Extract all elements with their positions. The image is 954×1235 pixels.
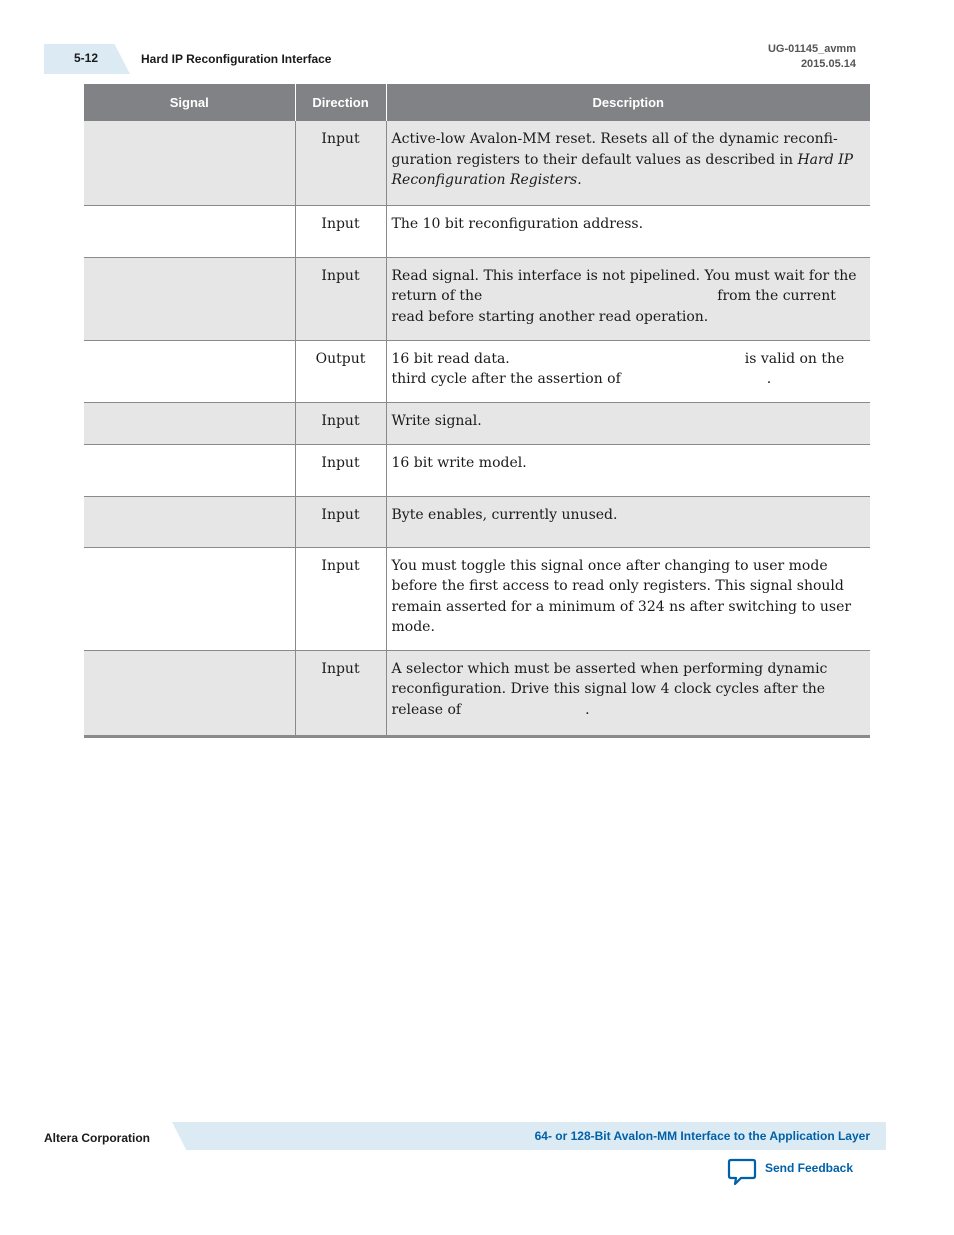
table-row [84,340,870,402]
description-text: The 10 bit reconfiguration address. [391,215,644,232]
table-row [84,205,870,257]
description-text: reconfiguration. Drive this signal low 4 clock cycles after the [391,681,825,697]
description-text: Read signal. This interface is not pipelined. You must wait for the [391,267,857,284]
description-cell [386,402,870,444]
description-text: . [577,172,582,188]
signal-cell [84,340,295,402]
signal-cell [84,547,295,650]
description-text: from the current [717,288,836,304]
description-line [392,349,865,370]
description-text: 16 bit read data. [391,350,510,367]
description-cell [386,340,870,402]
description-text: guration registers to their default values as described in [391,151,798,168]
company-name: Altera Corporation [44,1131,151,1145]
direction-cell: Input [295,205,386,257]
description-line [392,307,865,328]
signal-cell [84,121,295,205]
document-date: 2015.05.14 [800,58,856,70]
signal-cell [84,496,295,547]
direction-cell: Input [295,402,386,444]
description-cell [386,121,870,205]
speech-bubble-icon [727,1158,757,1186]
description-text: return of the [391,288,483,304]
description-text: . [766,371,772,387]
signal-cell [84,402,295,444]
description-line [392,369,865,390]
column-header-signal: Signal [84,84,295,121]
description-line [392,266,865,287]
description-line [392,129,865,150]
direction-cell: Input [295,121,386,205]
description-cell [386,257,870,340]
description-text: third cycle after the assertion of [391,371,621,387]
send-feedback-label: Send Feedback [765,1161,854,1175]
description-emphasis: Reconfiguration Registers [391,172,578,188]
table-row [84,257,870,340]
direction-cell: Input [295,547,386,650]
description-line [392,617,865,638]
description-line [392,411,865,432]
signal-cell [84,205,295,257]
section-title: Hard IP Reconfiguration Interface [141,52,332,66]
description-text: is valid on the [744,350,845,367]
signal-cell [84,444,295,496]
direction-cell: Input [295,257,386,340]
direction-cell: Input [295,496,386,547]
table-row [84,121,870,205]
description-text: You must toggle this signal once after changing to user mode [391,557,828,574]
table-row [84,547,870,650]
description-text: A selector which must be asserted when performing dynamic [391,660,828,677]
description-line [392,150,865,171]
description-line [392,576,865,597]
direction-cell: Output [295,340,386,402]
description-text: release of [391,701,462,718]
column-header-description: Description [386,84,870,121]
description-line [392,505,865,526]
table-row [84,402,870,444]
document-id: UG-01145_avmm [767,43,856,55]
description-line [392,679,865,700]
page-number: 5-12 [74,51,99,65]
description-cell [386,444,870,496]
description-text: Write signal. [391,412,482,429]
description-cell [386,496,870,547]
table-header-row [84,84,870,121]
description-cell [386,650,870,736]
signal-cell [84,257,295,340]
direction-cell: Input [295,650,386,736]
footer-document-title[interactable]: 64- or 128-Bit Avalon-MM Interface to the Application Layer [534,1129,870,1143]
table-row [84,650,870,736]
column-header-direction: Direction [295,84,386,121]
description-line [392,659,865,680]
description-text: before the first access to read only registers. This signal should [391,578,844,594]
signal-table [84,84,870,738]
description-text: . [585,701,590,718]
description-emphasis: Hard IP [797,151,854,168]
description-line [392,170,865,191]
description-text: 16 bit write model. [391,454,527,471]
table-row [84,444,870,496]
description-line [392,556,865,577]
table-body [84,121,870,736]
table-row [84,496,870,547]
description-line [392,597,865,618]
send-feedback-link[interactable] [727,1158,867,1188]
description-cell [386,205,870,257]
description-line [392,700,865,721]
description-line [392,286,865,307]
description-text: read before starting another read operation. [391,308,709,325]
description-line [392,214,865,235]
description-text: Byte enables, currently unused. [391,506,618,523]
description-text: mode. [391,619,435,635]
direction-cell: Input [295,444,386,496]
description-cell [386,547,870,650]
description-text: Active-low Avalon-MM reset. Resets all of the dynamic reconfi- [391,131,838,147]
description-text: remain asserted for a minimum of 324 ns after switching to user [391,598,852,615]
signal-cell [84,650,295,736]
description-line [392,453,865,474]
